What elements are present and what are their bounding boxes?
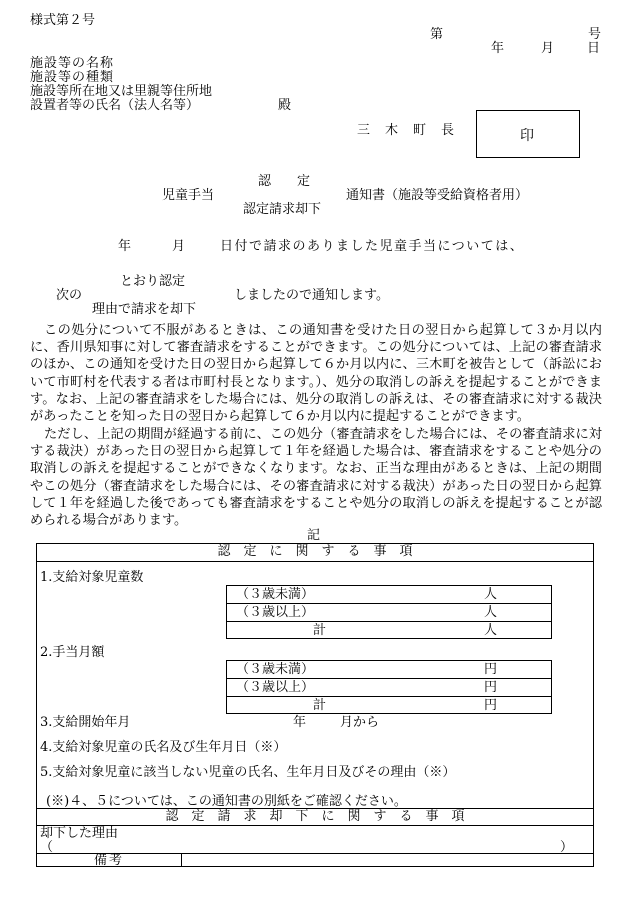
divider (36, 561, 594, 562)
reject-reason-open-paren: （ (40, 840, 54, 855)
notice-paragraph-1: この処分について不服があるときは、この通知書を受けた日の翌日から起算して３か月以内に、香川県知事に対して審査請求をすることができます。この処分については、上記の審査請求のほか、この通知を受けた日の翌日から起算して６か月以内に、三木町を被告として（訴訟において市町村を代表する者は市町村長となります。）、処分の取消しの訴えを提起することができます。なお、上記の審査請求をした場合には、処分の取消しの訴えは、その審査請求に対する裁決があったことを知った日の翌日から起算して６か月以内に提起することができます。 (30, 323, 602, 425)
notice-paragraph-2: ただし、上記の期間が経過する前に、この処分（審査請求をした場合には、その審査請求に対する裁決）があった日の翌日から起算して１年を経過した場合は、審査請求をすることや処分の取消しの訴えを提起することができなくなります。なお、正当な理由があるときは、上記の期間やこの処分（審査請求をした場合には、その審査請求に対する裁決）があった日の翌日から起算して１年を経過した後であっても審査請求をすることや処分の取消しの訴えを提起することが認められる場合があります。 (30, 427, 602, 529)
honorific: 殿 (278, 98, 292, 113)
approval-heading: 認 定 に 関 す る 事 項 (217, 544, 413, 559)
item4-label: 4.支給対象児童の氏名及び生年月日（※） (40, 740, 287, 755)
item1-over3-label: （３歳以上） (236, 605, 315, 620)
date-day: 日 (587, 41, 601, 56)
divider (226, 603, 552, 604)
title-option-approval: 認 定 (258, 174, 311, 189)
title-main: 児童手当 (162, 188, 215, 203)
seal-box (476, 110, 580, 158)
facility-type-label: 施設等の種類 (30, 70, 115, 85)
reject-reason-label: 却下した理由 (40, 826, 119, 841)
divider (36, 825, 594, 826)
reject-heading: 認 定 請 求 却 下 に 関 す る 事 項 (165, 809, 465, 824)
ki-mark: 記 (307, 528, 321, 543)
date-month: 月 (541, 41, 555, 56)
item3-month: 月から (340, 715, 380, 730)
item2-total-label: 計 (313, 698, 327, 713)
item1-over3-unit: 人 (484, 605, 498, 620)
item1-label: 1.支給対象児童数 (40, 570, 144, 585)
intro-option-reject: 理由で請求を却下 (92, 302, 197, 317)
item1-total-unit: 人 (484, 623, 498, 638)
item1-under3-label: （３歳未満） (236, 587, 315, 602)
item3-year: 年 (293, 715, 307, 730)
intro-month: 月 (172, 239, 186, 254)
founder-name-label: 設置者等の氏名（法人名等） (30, 98, 200, 113)
footnote: (※)４、５については、この通知書の別紙をご確認ください。 (46, 794, 407, 809)
title-suffix: 通知書（施設等受給資格者用） (346, 188, 529, 203)
item2-over3-unit: 円 (484, 680, 498, 695)
intro-prefix: 次の (56, 288, 83, 303)
item2-under3-unit: 円 (484, 662, 498, 677)
item1-total-label: 計 (313, 623, 327, 638)
divider (226, 696, 552, 697)
item2-over3-label: （３歳以上） (236, 680, 315, 695)
doc-number-suffix: 号 (588, 27, 602, 42)
item2-under3-label: （３歳未満） (236, 662, 315, 677)
intro-option-approval: とおり認定 (120, 274, 186, 289)
form-number: 様式第２号 (30, 13, 96, 28)
seal-label: 印 (520, 128, 536, 144)
facility-name-label: 施設等の名称 (30, 56, 115, 71)
item5-label: 5.支給対象児童に該当しない児童の氏名、生年月日及びその理由（※） (40, 765, 456, 780)
intro-rest: 日付で請求のありました児童手当については、 (220, 239, 525, 254)
remarks-label: 備考 (94, 853, 125, 868)
doc-number-prefix: 第 (430, 27, 444, 42)
facility-address-label: 施設等所在地又は里親等住所地 (30, 84, 213, 99)
divider (226, 621, 552, 622)
date-year: 年 (491, 41, 505, 56)
intro-suffix: しましたので通知します。 (234, 288, 389, 303)
item3-label: 3.支給開始年月 (40, 715, 131, 730)
divider (226, 678, 552, 679)
reject-reason-close-paren: ） (560, 840, 574, 855)
item2-label: 2.手当月額 (40, 645, 105, 660)
issuer-title: 三 木 町 長 (357, 123, 456, 138)
title-option-reject: 認定請求却下 (243, 202, 322, 217)
item1-under3-unit: 人 (484, 587, 498, 602)
intro-year: 年 (118, 239, 132, 254)
divider (181, 853, 182, 867)
item2-total-unit: 円 (484, 698, 498, 713)
